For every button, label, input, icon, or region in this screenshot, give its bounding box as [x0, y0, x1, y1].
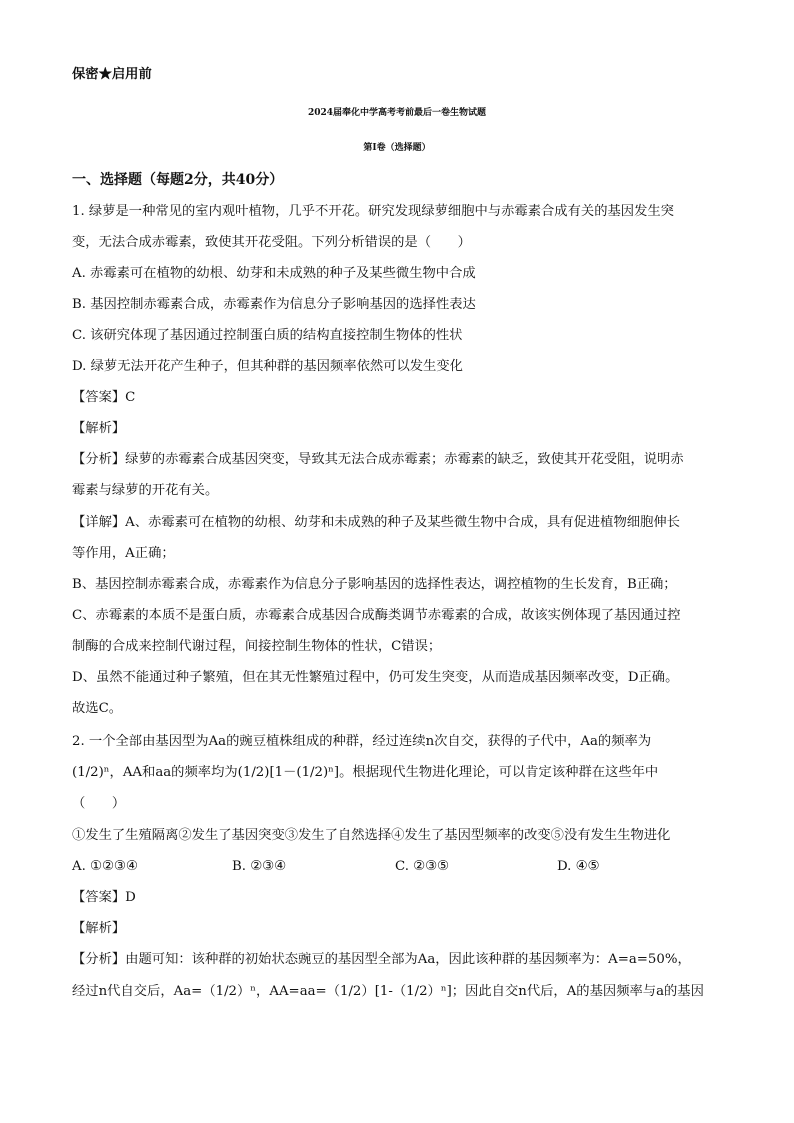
q2-answer: 【答案】D — [72, 890, 136, 905]
q1-detail-line-2: 等作用，A正确； — [72, 546, 175, 561]
section-heading: 一、选择题（每题2分，共40分） — [72, 172, 284, 188]
q2-option-d: D. ④⑤ — [557, 859, 600, 874]
q1-answer: 【答案】C — [72, 390, 136, 405]
q1-fenxi-line-2: 霉素与绿萝的开花有关。 — [72, 483, 219, 498]
q1-detail-line-6: D、虽然不能通过种子繁殖，但在其无性繁殖过程中，仍可发生突变，从而造成基因频率改变，D正确。 — [72, 670, 679, 685]
q2-option-c: C. ②③⑤ — [395, 859, 449, 874]
q1-detail-line-5: 制酶的合成来控制代谢过程，间接控制生物体的性状，C错误； — [72, 639, 442, 654]
q1-stem-line-2: 变，无法合成赤霉素，致使其开花受阻。下列分析错误的是（ ） — [72, 235, 471, 250]
q1-detail-line-3: B、基因控制赤霉素合成，赤霉素作为信息分子影响基因的选择性表达，调控植物的生长发育，B正确； — [72, 577, 677, 592]
q1-fenxi-line-1: 【分析】绿萝的赤霉素合成基因突变，导致其无法合成赤霉素；赤霉素的缺乏，致使其开花受阻，说明赤 — [72, 452, 684, 467]
q1-option-d: D. 绿萝无法开花产生种子，但其种群的基因频率依然可以发生变化 — [72, 359, 463, 374]
q1-conclusion: 故选C。 — [72, 701, 123, 716]
q2-option-b: B. ②③④ — [232, 859, 286, 874]
q1-option-a: A. 赤霉素可在植物的幼根、幼芽和未成熟的种子及某些微生物中合成 — [72, 266, 476, 281]
q2-statements: ①发生了生殖隔离②发生了基因突变③发生了自然选择④发生了基因型频率的改变⑤没有发生生物进化 — [72, 828, 671, 843]
q2-analysis-heading: 【解析】 — [72, 921, 126, 936]
q2-stem-line-2: (1/2)ⁿ，AA和aa的频率均为(1/2)[1－(1/2)ⁿ]。根据现代生物进化理论，可以肯定该种群在这些年中 — [72, 765, 659, 780]
q1-option-c: C. 该研究体现了基因通过控制蛋白质的结构直接控制生物体的性状 — [72, 328, 463, 343]
q2-fenxi-line-2: 经过n代自交后，Aa=（1/2）ⁿ，AA=aa=（1/2）[1-（1/2）ⁿ]；因此自交n代后，A的基因频率与a的基因 — [72, 984, 704, 999]
confidential-label: 保密★启用前 — [72, 67, 152, 82]
q1-stem-line-1: 1. 绿萝是一种常见的室内观叶植物，几乎不开花。研究发现绿萝细胞中与赤霉素合成有关的基因发生突 — [72, 204, 674, 219]
q1-detail-line-1: 【详解】A、赤霉素可在植物的幼根、幼芽和未成熟的种子及某些微生物中合成，具有促进植物细胞伸长 — [72, 515, 680, 530]
q2-stem-line-3: （ ） — [72, 796, 126, 811]
exam-title: 2024届奉化中学高考考前最后一卷生物试题 — [307, 108, 487, 118]
q1-analysis-heading: 【解析】 — [72, 421, 126, 436]
q1-option-b: B. 基因控制赤霉素合成，赤霉素作为信息分子影响基因的选择性表达 — [72, 297, 476, 312]
q2-option-a: A. ①②③④ — [72, 859, 138, 874]
volume-heading: 第I卷（选择题） — [363, 143, 431, 153]
q1-detail-line-4: C、赤霉素的本质不是蛋白质，赤霉素合成基因合成酶类调节赤霉素的合成，故该实例体现了基因通过控 — [72, 608, 681, 623]
q2-stem-line-1: 2. 一个全部由基因型为Aa的豌豆植株组成的种群，经过连续n次自交，获得的子代中，Aa的频率为 — [72, 734, 652, 749]
q2-fenxi-line-1: 【分析】由题可知：该种群的初始状态豌豆的基因型全部为Aa，因此该种群的基因频率为：A=a=50%， — [72, 952, 691, 967]
